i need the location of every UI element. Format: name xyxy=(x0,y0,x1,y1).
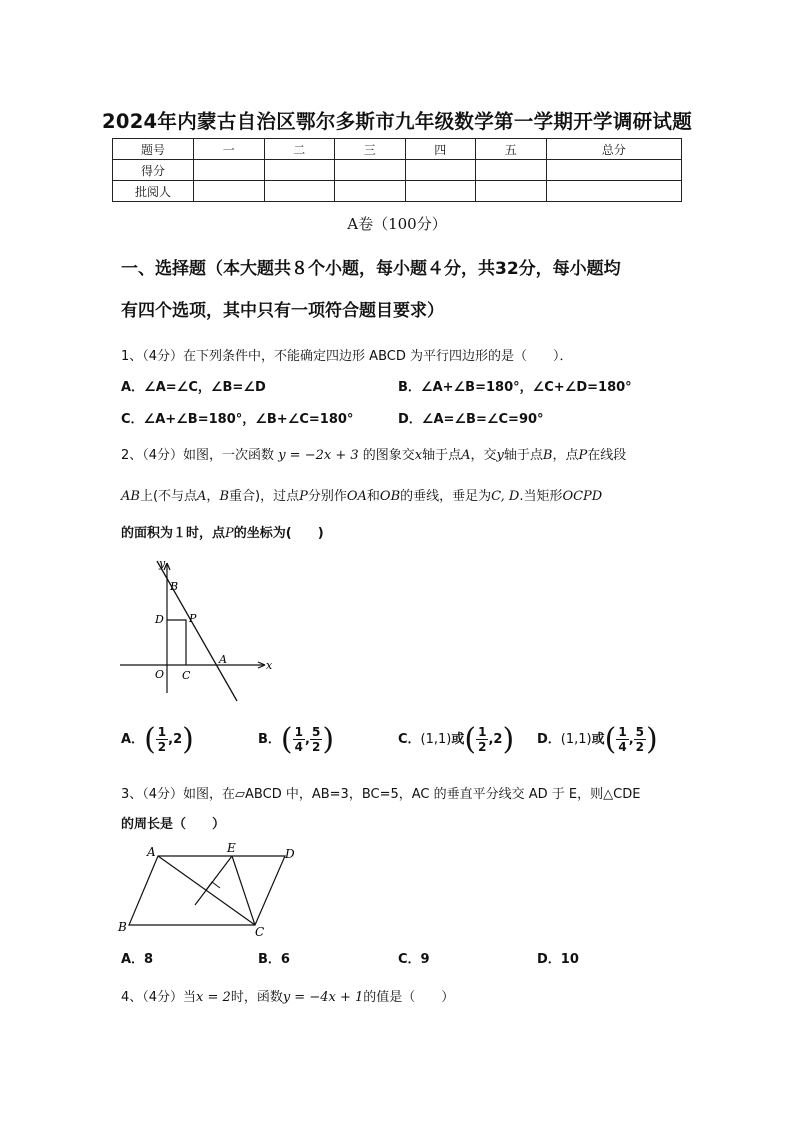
label-y: y xyxy=(159,557,166,570)
row-label: 得分 xyxy=(113,160,194,181)
paren-close-icon: ) xyxy=(322,722,335,757)
score-cell xyxy=(476,181,547,202)
fraction: $\frac{1}{4}$ xyxy=(294,725,303,754)
section-heading-line2: 有四个选项，其中只有一项符合题目要求） xyxy=(121,301,444,321)
label-a: A xyxy=(219,653,227,666)
option-letter: C． xyxy=(398,732,421,747)
score-table xyxy=(112,138,682,202)
text: 上(不与点 xyxy=(139,489,198,504)
score-cell xyxy=(194,160,265,181)
fraction: $\frac{1}{2}$ xyxy=(157,725,167,754)
header-cell: 三 xyxy=(335,139,406,160)
header-cell: 二 xyxy=(264,139,335,160)
rectangle-ocpd: OCPD xyxy=(562,489,603,504)
line-ab xyxy=(157,561,237,701)
score-row xyxy=(113,160,682,181)
fraction: $\frac{5}{2}$ xyxy=(311,725,321,754)
function-expression: y = −4x + 1 xyxy=(282,990,364,1005)
grader-row xyxy=(113,181,682,202)
point-p: P xyxy=(299,489,308,504)
label-a: A xyxy=(147,845,156,859)
points-cd: C, D xyxy=(491,489,520,504)
score-cell xyxy=(335,160,406,181)
point-b: B xyxy=(542,448,553,463)
value: (1,1) xyxy=(420,732,452,747)
point-a: A xyxy=(197,489,207,504)
score-cell xyxy=(335,181,406,202)
paper-part-heading: A卷（100分） xyxy=(347,215,447,233)
option-letter: B． xyxy=(258,732,281,747)
q2-option-c: C．(1,1)或( $\frac{1}{2}$ ,2) xyxy=(398,722,515,757)
exam-title: 2024年内蒙古自治区鄂尔多斯市九年级数学第一学期开学调研试题 xyxy=(101,110,693,133)
paren-open-icon: ( xyxy=(464,722,477,757)
right-angle-mark-icon xyxy=(206,882,220,890)
paren-open-icon: ( xyxy=(144,722,156,757)
point-a: A xyxy=(461,448,471,463)
rectangle-ocpd xyxy=(167,620,186,665)
q2-option-b: B．( $\frac{1}{4}$ , $\frac{5}{2}$ ) xyxy=(258,722,335,757)
text: ，点 xyxy=(552,448,579,463)
score-cell xyxy=(264,160,335,181)
or-text: 或 xyxy=(591,732,605,747)
fraction: $\frac{1}{2}$ xyxy=(478,725,487,754)
segment-oa: OA xyxy=(346,489,367,504)
q1-option-a: A．∠A=∠C，∠B=∠D xyxy=(121,380,266,395)
text: .当矩形 xyxy=(519,489,563,504)
score-cell xyxy=(476,160,547,181)
fraction: $\frac{1}{4}$ xyxy=(618,725,627,754)
label-b: B xyxy=(118,920,127,934)
segment-ce xyxy=(232,856,255,925)
text: 重合)，过点 xyxy=(229,489,300,504)
text: 的垂线，垂足为 xyxy=(400,489,492,504)
score-cell xyxy=(194,181,265,202)
q3-option-c: C．9 xyxy=(398,952,430,967)
perpendicular-bisector xyxy=(195,856,232,905)
segment-ob: OB xyxy=(379,489,401,504)
text: 在线段 xyxy=(587,448,627,463)
label-d: D xyxy=(155,613,164,626)
label-b: B xyxy=(170,580,179,593)
text: 的图象交 xyxy=(362,448,415,463)
q3-stem-line2: 的周长是（ ） xyxy=(121,817,226,832)
text: 分别作 xyxy=(307,489,347,504)
text: 和 xyxy=(366,489,380,504)
score-cell xyxy=(546,160,682,181)
header-cell: 一 xyxy=(194,139,265,160)
or-text: 或 xyxy=(451,732,465,747)
q3-figure xyxy=(115,838,315,942)
function-expression: y = −2x + 3 xyxy=(278,448,359,463)
paren-open-icon: ( xyxy=(604,722,617,757)
text: ，交 xyxy=(470,448,497,463)
header-cell: 题号 xyxy=(113,139,194,160)
q2-figure xyxy=(115,555,280,705)
q3-option-d: D．10 xyxy=(537,952,579,967)
text: 时，函数 xyxy=(230,990,283,1005)
segment-ab: AB xyxy=(121,489,140,504)
paren-close-icon: ) xyxy=(502,722,515,757)
value: (1,1) xyxy=(560,732,592,747)
text: 的值是（ ） xyxy=(363,990,455,1005)
text: 2、（4分）如图，一次函数 xyxy=(121,448,275,463)
option-letter: D． xyxy=(537,732,561,747)
q2-stem-line3 xyxy=(121,522,324,541)
label-d: D xyxy=(285,847,295,861)
q2-stem-line2: AB上(不与点A，B重合)，过点P分别作OA和OB的垂线，垂足为C, D.当矩形OCPD xyxy=(121,489,603,504)
option-letter: A． xyxy=(121,732,145,747)
header-cell: 四 xyxy=(405,139,476,160)
label-c: C xyxy=(255,925,265,939)
value: 2 xyxy=(173,732,183,747)
header-cell: 五 xyxy=(476,139,547,160)
q1-option-c: C．∠A+∠B=180°，∠B+∠C=180° xyxy=(121,412,354,427)
point-p: P xyxy=(225,526,234,541)
label-x: x xyxy=(266,659,273,672)
label-c: C xyxy=(182,669,191,682)
q1-option-d: D．∠A=∠B=∠C=90° xyxy=(398,412,544,427)
section-heading-line1: 一、选择题（本大题共８个小题，每小题４分，共32分，每小题均 xyxy=(121,259,621,279)
var-y: y xyxy=(496,448,504,463)
q3-option-b: B．6 xyxy=(258,952,290,967)
label-o: O xyxy=(155,668,165,681)
var-x: x xyxy=(414,448,423,463)
text: 轴于点 xyxy=(422,448,462,463)
q1-option-b: B．∠A+∠B=180°，∠C+∠D=180° xyxy=(398,380,632,395)
label-p: P xyxy=(189,612,197,625)
score-cell xyxy=(405,181,476,202)
score-cell xyxy=(405,160,476,181)
score-cell xyxy=(546,181,682,202)
label-e: E xyxy=(227,841,236,855)
row-label: 批阅人 xyxy=(113,181,194,202)
text: 轴于点 xyxy=(503,448,543,463)
paren-open-icon: ( xyxy=(280,722,293,757)
q4-stem xyxy=(121,986,454,1005)
fraction: $\frac{5}{2}$ xyxy=(635,725,645,754)
value: 2 xyxy=(493,732,503,747)
text: 的面积为１时，点 xyxy=(121,526,226,541)
q2-option-d: D．(1,1)或( $\frac{1}{4}$ , $\frac{5}{2}$ ) xyxy=(537,722,658,757)
paren-close-icon: ) xyxy=(182,722,194,757)
condition-expression: x = 2 xyxy=(196,990,231,1005)
q2-option-a: A．( $\frac{1}{2}$ ,2) xyxy=(121,722,194,757)
point-b: B xyxy=(219,489,229,504)
q3-stem-line1: 3、（4分）如图，在▱ABCD 中，AB=3，BC=5，AC 的垂直平分线交 AD 于 E，则△CDE xyxy=(121,787,641,802)
q1-stem: 1、（4分）在下列条件中，不能确定四边形 ABCD 为平行四边形的是（ ）． xyxy=(121,349,573,364)
header-cell: 总分 xyxy=(546,139,682,160)
q2-stem-line1 xyxy=(121,444,626,463)
paren-close-icon: ) xyxy=(646,722,658,757)
text: 的坐标为( ) xyxy=(233,526,324,541)
score-cell xyxy=(264,181,335,202)
point-p: P xyxy=(578,448,588,463)
q3-option-a: A．8 xyxy=(121,952,154,967)
text: 4、（4分）当 xyxy=(121,990,197,1005)
score-table-header-row xyxy=(113,139,682,160)
